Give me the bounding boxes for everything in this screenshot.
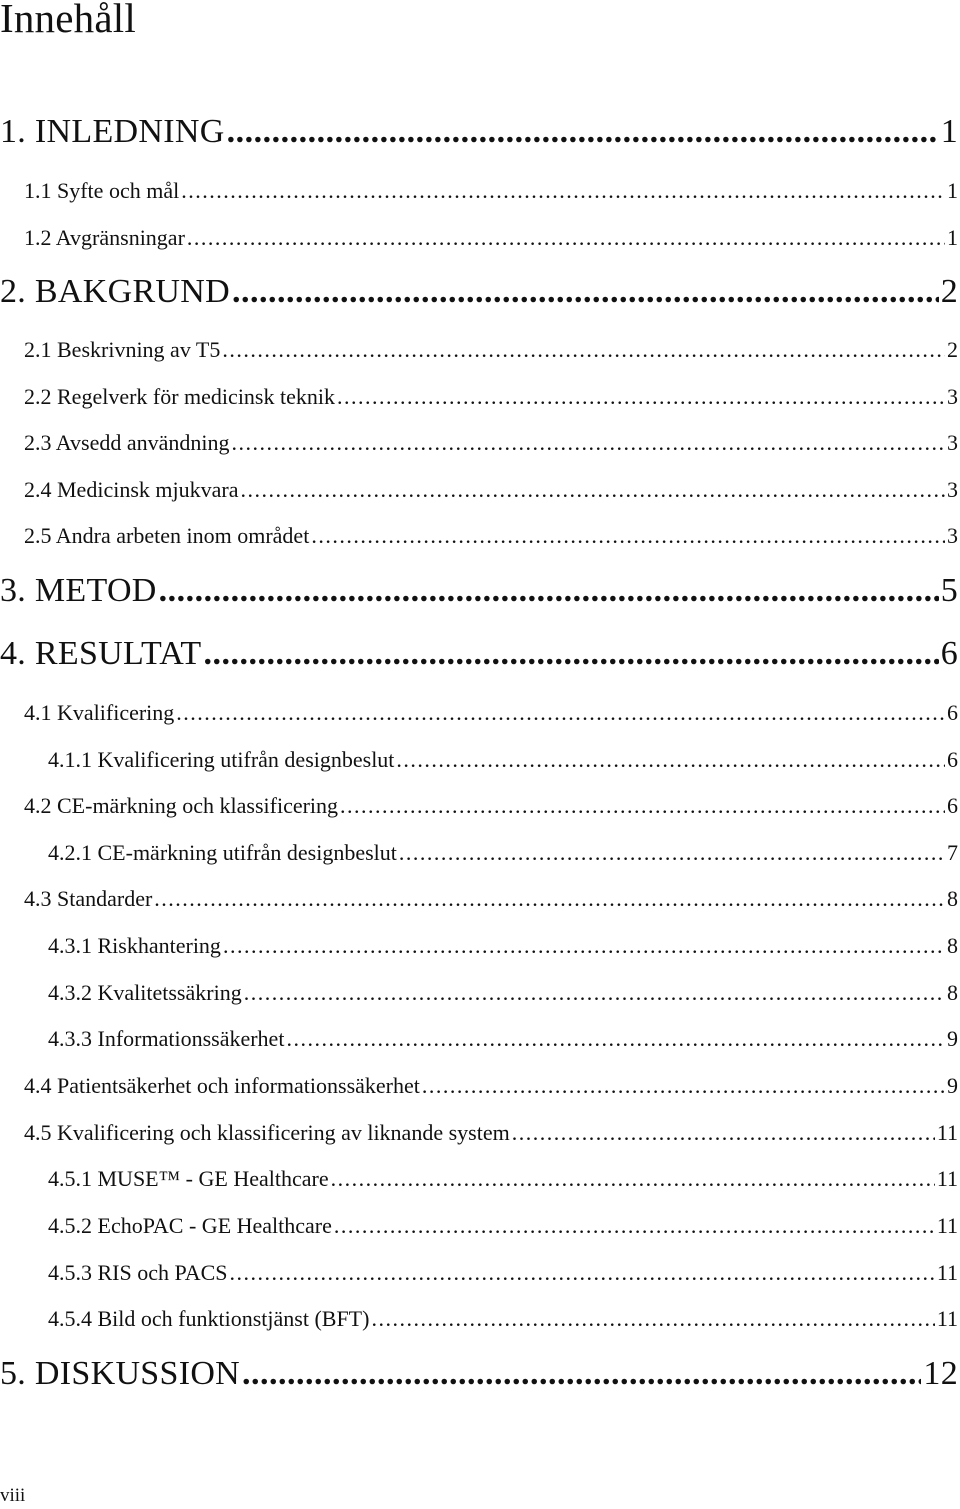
toc-entry-ce-markning[interactable] xyxy=(24,793,958,819)
toc-entry-label: 4.3.2 Kvalitetssäkring xyxy=(48,980,242,1005)
dot-leader xyxy=(176,700,945,726)
dot-leader xyxy=(187,225,945,251)
toc-entry-label: 2. BAKGRUND xyxy=(0,273,230,310)
toc-entry-page: 8 xyxy=(947,980,958,1005)
dot-leader xyxy=(232,430,945,456)
toc-entry-page: 11 xyxy=(936,1166,958,1191)
toc-entry-metod[interactable] xyxy=(0,572,958,610)
toc-entry-label: 4.2 CE-märkning och klassificering xyxy=(24,793,339,818)
toc-entry-label: 2.4 Medicinsk mjukvara xyxy=(24,477,239,502)
toc-entry-label: 4.5 Kvalificering och klassificering av liknande system xyxy=(24,1120,510,1145)
toc-entry-ris-och-pacs[interactable] xyxy=(48,1260,958,1286)
toc-entry-standarder[interactable] xyxy=(24,886,958,912)
dot-leader xyxy=(334,1213,935,1239)
toc-entry-bakgrund[interactable] xyxy=(0,273,958,311)
toc-entry-kvalificering-designbeslut[interactable] xyxy=(48,747,958,773)
toc-entry-page: 3 xyxy=(947,384,958,409)
dot-leader xyxy=(154,886,945,912)
dot-leader xyxy=(227,113,939,151)
toc-entry-label: 4.3.1 Riskhantering xyxy=(48,933,221,958)
toc-entry-page: 6 xyxy=(947,793,958,818)
toc-entry-page: 11 xyxy=(936,1260,958,1285)
toc-entry-label: 2.1 Beskrivning av T5 xyxy=(24,337,221,362)
dot-leader xyxy=(286,1026,945,1052)
toc-entry-page: 6 xyxy=(947,700,958,725)
toc-entry-label: 1.2 Avgränsningar xyxy=(24,225,185,250)
toc-entry-kvalitetssakring[interactable] xyxy=(48,980,958,1006)
toc-entry-page: 3 xyxy=(947,430,958,455)
dot-leader xyxy=(399,840,945,866)
toc-entry-page: 1 xyxy=(940,113,958,150)
dot-leader xyxy=(340,793,945,819)
toc-entry-page: 1 xyxy=(947,225,958,250)
toc-entry-echopac[interactable] xyxy=(48,1213,958,1239)
toc-entry-page: 12 xyxy=(923,1355,958,1392)
toc-entry-page: 1 xyxy=(947,178,958,203)
dot-leader xyxy=(512,1120,935,1146)
dot-leader xyxy=(244,980,945,1006)
toc-entry-label: 4.1 Kvalificering xyxy=(24,700,175,725)
toc-entry-label: 2.3 Avsedd användning xyxy=(24,430,230,455)
dot-leader xyxy=(223,933,945,959)
dot-leader xyxy=(232,273,939,311)
toc-entry-kvalificering[interactable] xyxy=(24,700,958,726)
toc-entry-page: 2 xyxy=(947,337,958,362)
toc-entry-page: 5 xyxy=(940,572,958,609)
toc-entry-page: 9 xyxy=(947,1073,958,1098)
dot-leader xyxy=(371,1306,934,1332)
toc-entry-page: 6 xyxy=(947,747,958,772)
toc-entry-label: 1. INLEDNING xyxy=(0,113,225,150)
toc-entry-page: 11 xyxy=(936,1306,958,1331)
dot-leader xyxy=(337,384,945,410)
toc-entry-label: 4.5.2 EchoPAC - GE Healthcare xyxy=(48,1213,332,1238)
toc-entry-label: 4.2.1 CE-märkning utifrån designbeslut xyxy=(48,840,397,865)
dot-leader xyxy=(159,572,939,610)
toc-entry-label: 4.4 Patientsäkerhet och informationssäkerhet xyxy=(24,1073,420,1098)
dot-leader xyxy=(242,1355,921,1393)
dot-leader xyxy=(181,178,945,204)
toc-entry-andra-arbeten[interactable] xyxy=(24,523,958,549)
toc-entry-page: 11 xyxy=(936,1120,958,1145)
dot-leader xyxy=(240,477,945,503)
toc-entry-liknande-system[interactable] xyxy=(24,1120,958,1146)
toc-entry-label: 3. METOD xyxy=(0,572,157,609)
toc-entry-riskhantering[interactable] xyxy=(48,933,958,959)
toc-entry-label: 1.1 Syfte och mål xyxy=(24,178,180,203)
dot-leader xyxy=(331,1166,935,1192)
toc-entry-page: 3 xyxy=(947,477,958,502)
toc-entry-label: 4.5.3 RIS och PACS xyxy=(48,1260,228,1285)
toc-entry-page: 8 xyxy=(947,886,958,911)
toc-entry-patientsakerhet[interactable] xyxy=(24,1073,958,1099)
toc-entry-page: 6 xyxy=(940,635,958,672)
toc-entry-label: 2.2 Regelverk för medicinsk teknik xyxy=(24,384,335,409)
toc-entry-page: 2 xyxy=(940,273,958,310)
toc-entry-label: 4.3.3 Informationssäkerhet xyxy=(48,1026,285,1051)
dot-leader xyxy=(422,1073,945,1099)
toc-entry-diskussion[interactable] xyxy=(0,1355,958,1393)
toc-entry-label: 5. DISKUSSION xyxy=(0,1355,241,1392)
toc-entry-page: 7 xyxy=(947,840,958,865)
dot-leader xyxy=(203,635,938,673)
toc-entry-ce-markning-designbeslut[interactable] xyxy=(48,840,958,866)
toc-entry-muse[interactable] xyxy=(48,1166,958,1192)
toc-entry-page: 3 xyxy=(947,523,958,548)
toc-entry-avsedd-anvandning[interactable] xyxy=(24,430,958,456)
toc-entry-label: 2.5 Andra arbeten inom området xyxy=(24,523,310,548)
toc-entry-label: 4.5.4 Bild och funktionstjänst (BFT) xyxy=(48,1306,370,1331)
dot-leader xyxy=(311,523,945,549)
toc-entry-bft[interactable] xyxy=(48,1306,958,1332)
dot-leader xyxy=(396,747,945,773)
toc-entry-label: 4.5.1 MUSE™ - GE Healthcare xyxy=(48,1166,329,1191)
page-number-footer: viii xyxy=(0,1485,26,1506)
toc-entry-avgransningar[interactable] xyxy=(24,225,958,251)
toc-entry-syfte-och-mal[interactable] xyxy=(24,178,958,204)
toc-heading: Innehåll xyxy=(0,0,136,41)
toc-entry-informationssakerhet[interactable] xyxy=(48,1026,958,1052)
toc-entry-regelverk[interactable] xyxy=(24,384,958,410)
toc-entry-label: 4. RESULTAT xyxy=(0,635,202,672)
toc-entry-page: 11 xyxy=(936,1213,958,1238)
toc-entry-label: 4.3 Standarder xyxy=(24,886,153,911)
toc-entry-label: 4.1.1 Kvalificering utifrån designbeslut xyxy=(48,747,395,772)
toc-entry-medicinsk-mjukvara[interactable] xyxy=(24,477,958,503)
dot-leader xyxy=(222,337,945,363)
toc-entry-inledning[interactable] xyxy=(0,113,958,151)
toc-entry-page: 8 xyxy=(947,933,958,958)
toc-entry-resultat[interactable] xyxy=(0,635,958,673)
dot-leader xyxy=(230,1260,935,1286)
toc-entry-page: 9 xyxy=(947,1026,958,1051)
toc-entry-beskrivning-av-t5[interactable] xyxy=(24,337,958,363)
